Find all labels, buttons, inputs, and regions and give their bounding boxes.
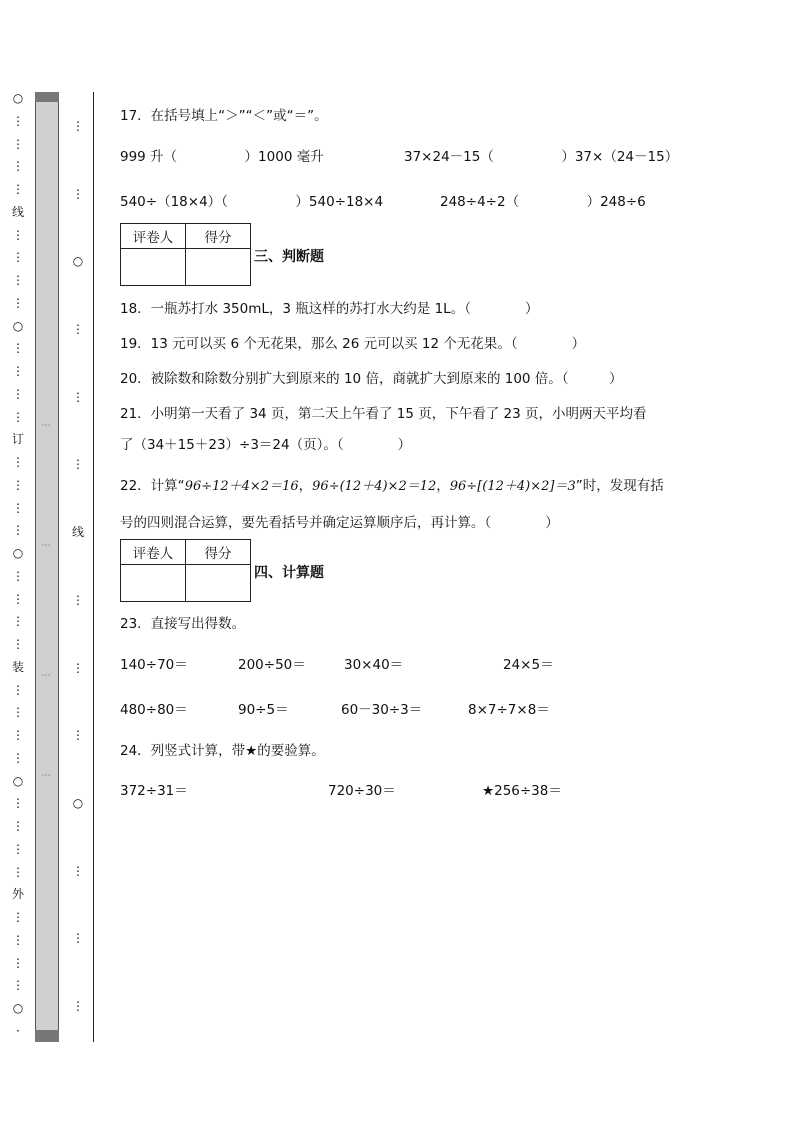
q22-expression: 96÷12＋4×2＝16 <box>184 479 299 494</box>
binding-dots: ⋮ <box>72 592 84 607</box>
reviewer-cell[interactable] <box>121 565 186 602</box>
score-table <box>120 539 251 602</box>
binding-bar-bottom <box>35 1030 59 1042</box>
binding-dots: ⋮ <box>12 477 24 492</box>
binding-dots: ⋮ <box>72 457 84 472</box>
q23-title: 23．直接写出得数。 <box>120 616 246 632</box>
binding-dots: ⋮ <box>72 931 84 946</box>
question-22-line2: 号的四则混合运算，要先看括号并确定运算顺序后，再计算。（ ） <box>120 515 559 531</box>
binding-dots: ⋮ <box>12 728 24 742</box>
bar-mark: ⋯ <box>41 671 51 681</box>
binding-dots: ⋮ <box>72 119 84 133</box>
binding-dots: ⋮ <box>12 955 24 970</box>
bar-mark: ⋯ <box>41 771 51 781</box>
binding-label: 订 <box>11 432 24 447</box>
q17-title: 17．在括号填上“＞”“＜”或“＝”。 <box>120 108 328 124</box>
q22-suffix: ”时，发现有括 <box>575 478 664 494</box>
q23-item: 90÷5＝ <box>238 702 289 718</box>
q22-expression: 96÷(12＋4)×2＝12 <box>312 479 437 494</box>
margin-divider <box>93 92 94 1042</box>
q17-item: 248÷4÷2（ ）248÷6 <box>440 194 646 210</box>
q23-item: 24×5＝ <box>503 657 554 673</box>
question-21-line1: 21．小明第一天看了 34 页，第二天上午看了 15 页，下午看了 23 页，小明两天平均看 <box>120 406 647 422</box>
binding-dots: ⋮ <box>72 322 84 337</box>
binding-circle: ○ <box>12 318 24 333</box>
binding-dots: ⋮ <box>12 182 24 196</box>
binding-label: 线 <box>71 525 84 540</box>
binding-circle: ○ <box>12 1001 24 1015</box>
binding-bar <box>35 92 59 1042</box>
binding-dots: ⋮ <box>12 819 24 833</box>
binding-dots: ⋮ <box>12 796 24 811</box>
binding-dots: ⋮ <box>72 389 84 404</box>
q23-item: 60－30÷3＝ <box>341 702 423 718</box>
binding-dots: ⋮ <box>72 999 84 1013</box>
question-19: 19．13 元可以买 6 个无花果，那么 26 元可以买 12 个无花果。（ ） <box>120 336 586 352</box>
binding-dots: ⋮ <box>12 614 24 629</box>
binding-dots: ⋮ <box>12 637 24 651</box>
bar-mark: ⋯ <box>41 541 51 551</box>
binding-dots: ⋮ <box>12 455 24 469</box>
section-title: 三、判断题 <box>254 249 324 265</box>
binding-dots: ⋮ <box>12 978 24 993</box>
binding-dots: ⋮ <box>72 728 84 743</box>
q22-expression: 96÷[(12＋4)×2]＝3 <box>449 479 576 494</box>
binding-dots: ⋮ <box>12 227 24 242</box>
binding-circle: ○ <box>12 546 24 560</box>
binding-dots: ⋮ <box>72 660 84 675</box>
q24-item: 720÷30＝ <box>328 783 396 799</box>
inner-binding-line <box>68 92 88 1012</box>
binding-dots: ⋮ <box>12 113 24 128</box>
score-table-reviewer-header: 评卷人 <box>121 540 186 565</box>
binding-dots: ⋮ <box>12 273 24 287</box>
binding-dots: ⋮ <box>12 705 24 720</box>
score-cell[interactable] <box>186 565 251 602</box>
binding-dots: · <box>16 1023 20 1038</box>
binding-dots: ⋮ <box>12 295 24 310</box>
question-21-line2: 了（34＋15＋23）÷3＝24（页）。（ ） <box>120 437 412 453</box>
q23-item: 140÷70＝ <box>120 657 188 673</box>
binding-label: 线 <box>11 204 24 219</box>
score-table <box>120 223 251 286</box>
q22-separator: ， <box>298 478 313 494</box>
binding-dots: ⋮ <box>12 864 24 879</box>
binding-dots: ⋮ <box>72 863 84 878</box>
binding-label: 外 <box>11 887 24 902</box>
q24-title: 24．列竖式计算，带★的要验算。 <box>120 743 325 759</box>
binding-dots: ⋮ <box>12 250 24 265</box>
binding-dots: ⋮ <box>72 186 84 201</box>
question-18: 18．一瓶苏打水 350mL，3 瓶这样的苏打水大约是 1L。（ ） <box>120 301 539 317</box>
score-table-score-header: 得分 <box>186 540 251 565</box>
binding-dots: ⋮ <box>12 682 24 697</box>
q17-item: 999 升（ ）1000 毫升 <box>120 149 324 165</box>
bar-mark: ⋯ <box>41 421 51 431</box>
score-cell[interactable] <box>186 249 251 286</box>
binding-circle: ○ <box>72 795 84 810</box>
binding-dots: ⋮ <box>12 568 24 583</box>
question-20: 20．被除数和除数分别扩大到原来的 10 倍，商就扩大到原来的 100 倍。（ ） <box>120 371 623 387</box>
q17-item: 540÷（18×4）（ ）540÷18×4 <box>120 194 384 210</box>
binding-dots: ⋮ <box>12 409 24 424</box>
binding-dots: ⋮ <box>12 750 24 765</box>
q23-item: 480÷80＝ <box>120 702 188 718</box>
binding-dots: ⋮ <box>12 523 24 538</box>
binding-margin <box>0 92 100 1042</box>
q23-item: 30×40＝ <box>344 657 404 673</box>
question-22-line1 <box>120 474 664 494</box>
binding-circle: ○ <box>12 91 24 105</box>
binding-dots: ⋮ <box>12 341 24 356</box>
binding-dots: ⋮ <box>12 591 24 606</box>
q22-prefix: 22．计算“ <box>120 478 185 494</box>
q17-item: 37×24－15（ ）37×（24－15） <box>404 149 679 165</box>
binding-dots: ⋮ <box>12 932 24 947</box>
binding-label: 装 <box>11 659 24 674</box>
binding-dots: ⋮ <box>12 386 24 401</box>
binding-dots: ⋮ <box>12 364 24 378</box>
score-table-reviewer-header: 评卷人 <box>121 224 186 249</box>
q23-item: 200÷50＝ <box>238 657 306 673</box>
reviewer-cell[interactable] <box>121 249 186 286</box>
binding-dots: ⋮ <box>12 910 24 924</box>
binding-circle: ○ <box>72 254 84 269</box>
binding-dots: ⋮ <box>12 136 24 151</box>
outer-binding-line <box>8 92 28 1037</box>
q24-item: 372÷31＝ <box>120 783 188 799</box>
binding-circle: ○ <box>12 773 24 788</box>
score-table-score-header: 得分 <box>186 224 251 249</box>
q23-item: 8×7÷7×8＝ <box>468 702 550 718</box>
q22-separator: ， <box>436 478 450 494</box>
binding-dots: ⋮ <box>12 841 24 856</box>
binding-bar-top <box>35 92 59 102</box>
binding-dots: ⋮ <box>12 159 24 174</box>
section-title: 四、计算题 <box>254 565 324 581</box>
q24-item: ★256÷38＝ <box>482 783 562 799</box>
binding-dots: ⋮ <box>12 500 24 515</box>
